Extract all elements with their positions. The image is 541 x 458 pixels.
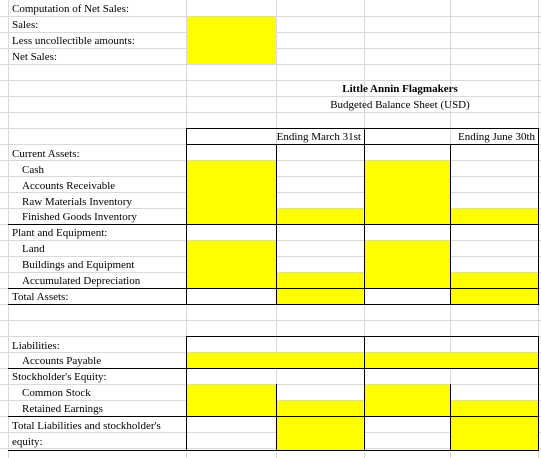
net-sales-input-cells[interactable] — [187, 17, 276, 64]
common-stock-label: Common Stock — [22, 387, 91, 399]
cash-label: Cash — [22, 164, 44, 176]
march-liab-divider — [276, 384, 277, 451]
total-liab-label-line2: equity: — [12, 436, 43, 448]
raw-materials-label: Raw Materials Inventory — [22, 196, 132, 208]
company-name: Little Annin Flagmakers — [342, 83, 458, 95]
current-assets-rule — [8, 224, 539, 225]
sheet-title: Budgeted Balance Sheet (USD) — [330, 99, 470, 111]
col-header-june — [364, 128, 539, 145]
plant-equipment-heading: Plant and Equipment: — [12, 227, 108, 239]
col-header-june-label: Ending June 30th — [458, 131, 535, 143]
equity-rule — [8, 416, 539, 417]
accounts-receivable-label: Accounts Receivable — [22, 180, 116, 192]
col-header-march-label: Ending March 31st — [276, 131, 361, 143]
col-header-march — [186, 128, 365, 145]
june-liab-box — [364, 336, 539, 451]
buildings-label: Buildings and Equipment — [22, 259, 135, 271]
equity-heading: Stockholder's Equity: — [12, 371, 107, 383]
total-liab-label-line1: Total Liabilities and stockholder's — [12, 420, 161, 432]
liabilities-heading: Liabilities: — [12, 340, 60, 352]
sales-label: Sales: — [12, 19, 39, 31]
total-assets-rule — [8, 304, 539, 305]
liabilities-rule — [8, 368, 539, 369]
june-liab-divider — [450, 384, 451, 451]
total-assets-label: Total Assets: — [12, 291, 69, 303]
plant-rule — [8, 288, 539, 289]
uncollectible-label: Less uncollectible amounts: — [12, 35, 135, 47]
land-label: Land — [22, 243, 45, 255]
net-sales-label: Net Sales: — [12, 51, 57, 63]
accounts-payable-label: Accounts Payable — [22, 355, 102, 367]
finished-goods-label: Finished Goods Inventory — [22, 211, 137, 223]
net-sales-heading: Computation of Net Sales: — [12, 3, 130, 15]
current-assets-heading: Current Assets: — [12, 148, 80, 160]
total-liab-rule — [8, 450, 539, 451]
depreciation-label: Accumulated Depreciation — [22, 275, 141, 287]
retained-earnings-label: Retained Earnings — [22, 403, 103, 415]
